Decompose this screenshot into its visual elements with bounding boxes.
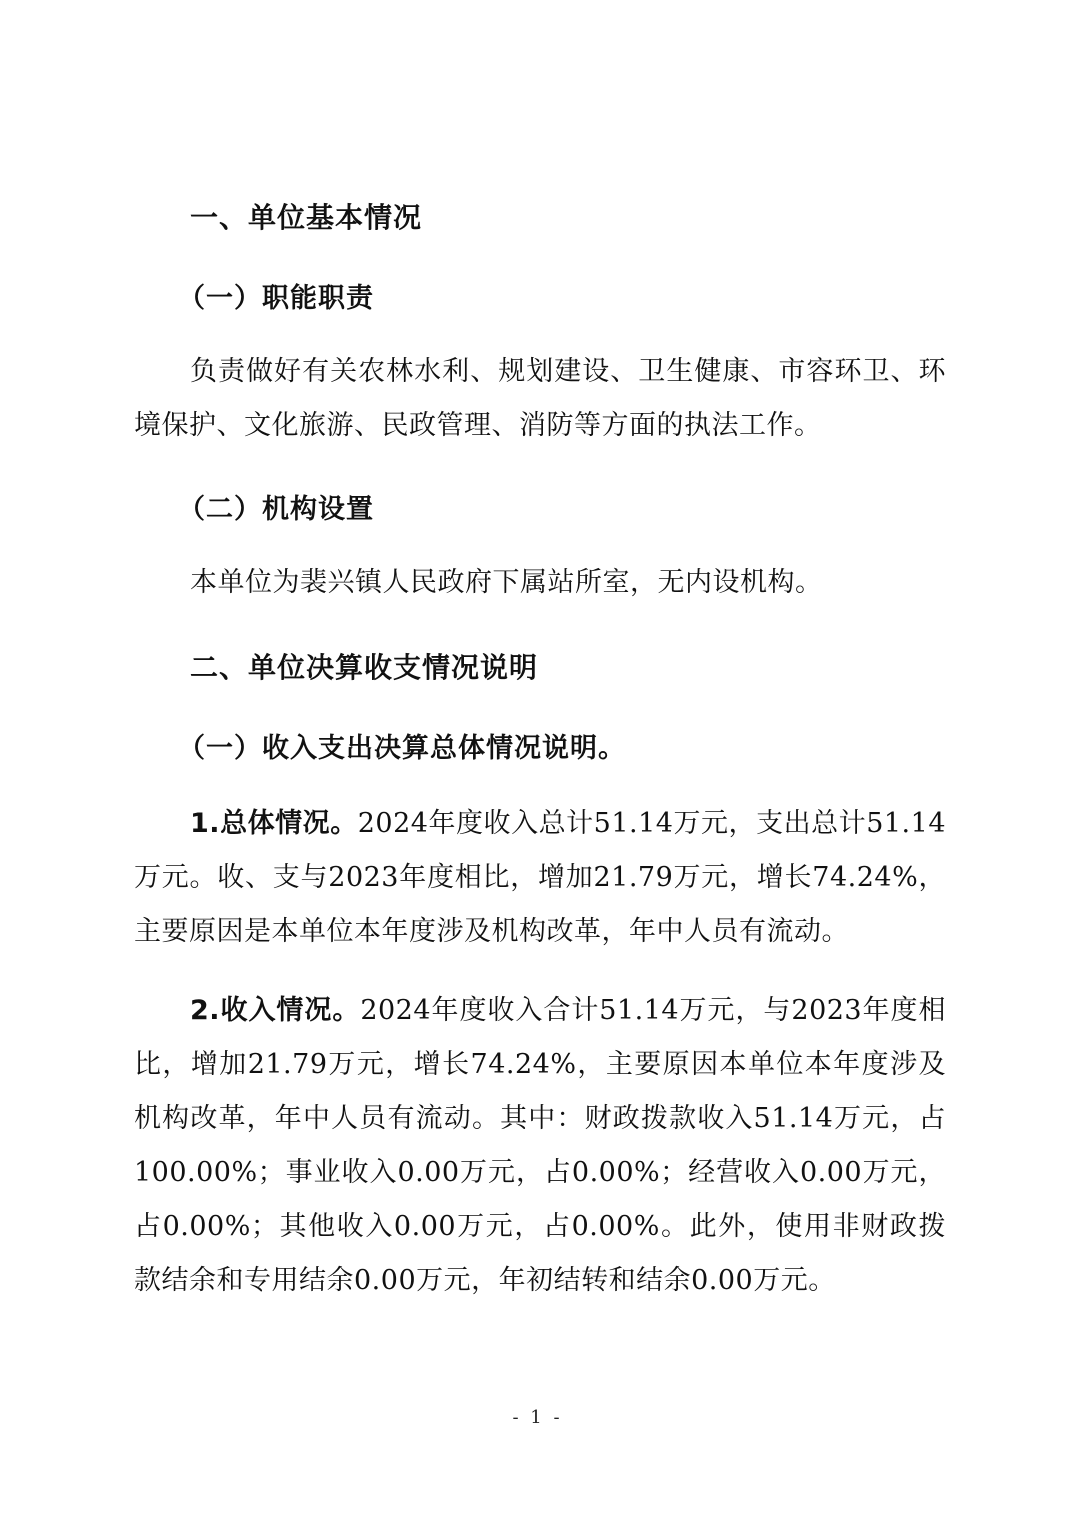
- subheading-organization: （二）机构设置: [178, 494, 374, 525]
- paragraph-functions: 负责做好有关农林水利、规划建设、卫生健康、市容环卫、环境保护、文化旅游、民政管理、消防等方面的执法工作。: [134, 356, 946, 441]
- section-heading-basic-info: 一、单位基本情况: [190, 201, 423, 234]
- page-number: - 1 -: [512, 1407, 563, 1428]
- paragraph-overall-lead: 1.总体情况。: [190, 808, 358, 839]
- paragraph-overall: [134, 797, 946, 959]
- paragraph-income: [134, 984, 946, 1308]
- section-heading-budget: 二、单位决算收支情况说明: [190, 651, 539, 684]
- paragraph-organization: 本单位为裴兴镇人民政府下属站所室，无内设机构。: [190, 567, 823, 598]
- paragraph-overall-text: 2024年度收入总计51.14万元，支出总计51.14万元。收、支与2023年度相比，增加21.79万元，增长74.24%，主要原因是本单位本年度涉及机构改革，年中人员有流动。: [134, 808, 946, 947]
- paragraph-income-text: 2024年度收入合计51.14万元，与2023年度相比，增加21.79万元，增长74.24%，主要原因本单位本年度涉及机构改革，年中人员有流动。其中：财政拨款收入51.14万元，占100.00%；事业收入0.00万元，占0.00%；经营收入0.00万元，占0.00%；其他收入0.00万元，占0.00%。此外，使用非财政拨款结余和专用结余0.00万元，年初结转和结余0.00万元。: [134, 995, 946, 1296]
- subheading-overall-budget: （一）收入支出决算总体情况说明。: [178, 733, 626, 764]
- subheading-functions: （一）职能职责: [178, 283, 374, 314]
- paragraph-income-lead: 2.收入情况。: [190, 995, 361, 1026]
